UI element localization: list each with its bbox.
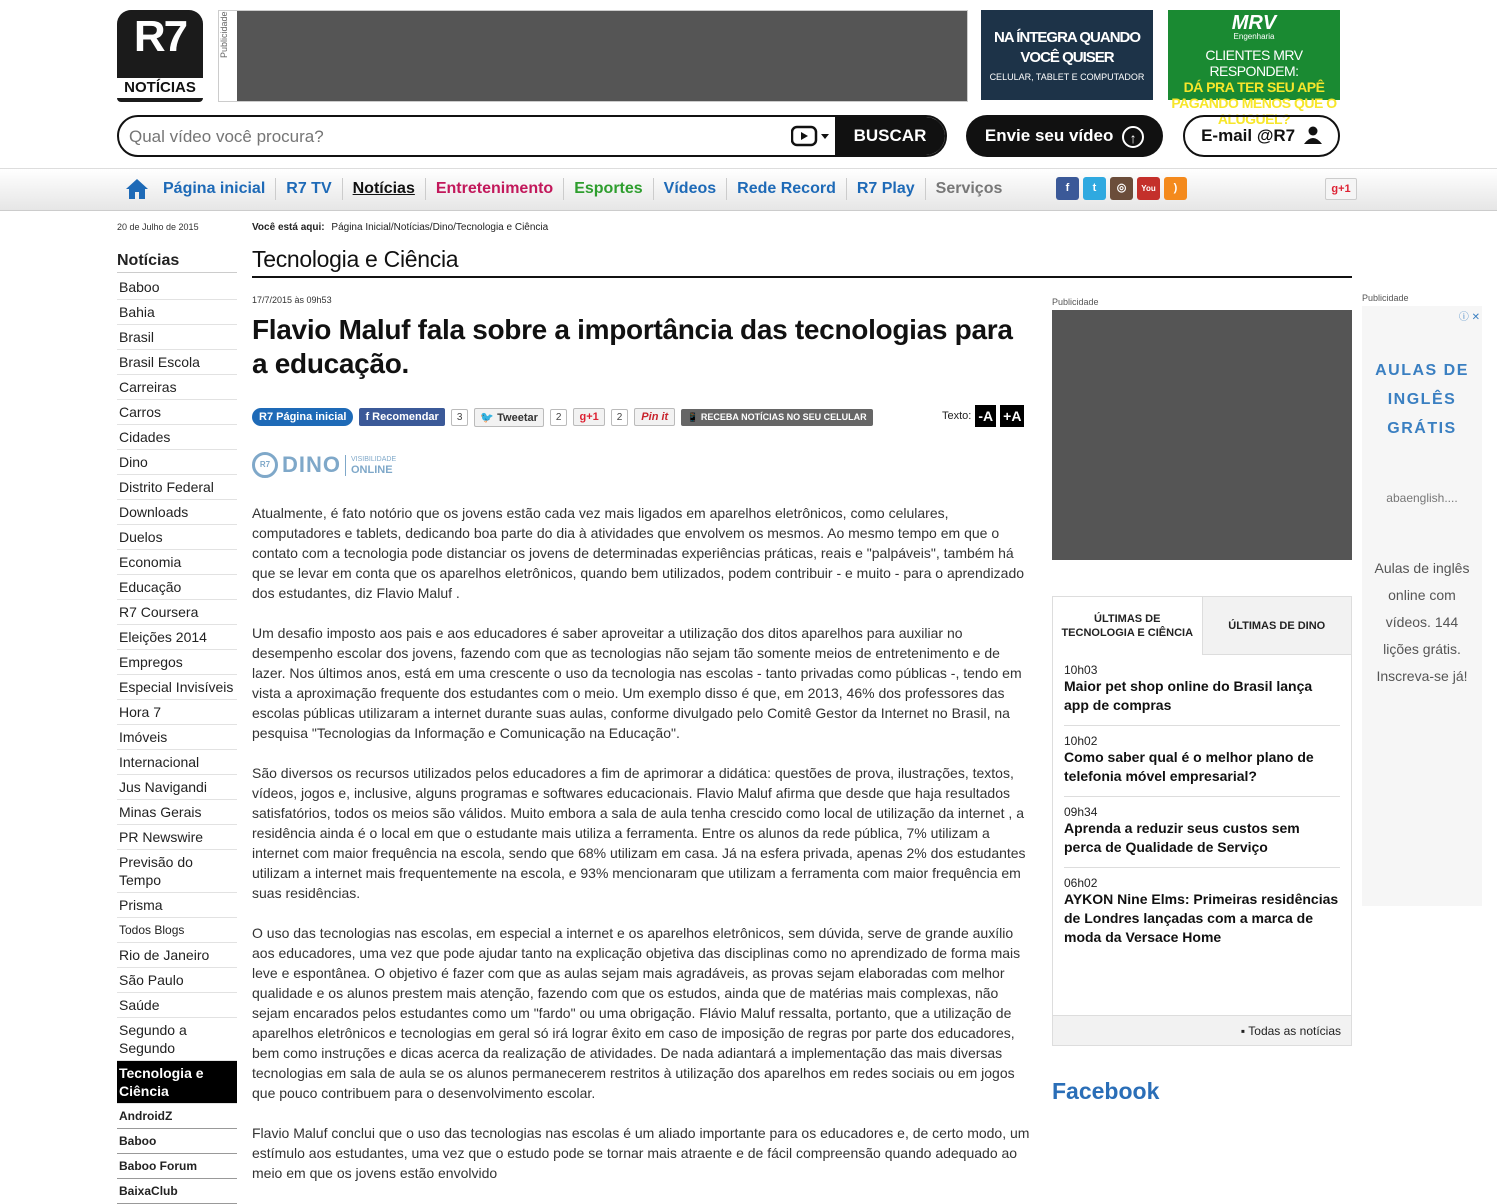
tweet-count: 2: [550, 409, 568, 426]
article-paragraph: Atualmente, é fato notório que os jovens estão cada vez mais ligados em aparelhos eletrônicos, como celulares, computadores e tablets, dedicando boa parte do dia à atividades que envolvem os mesmos. Ao mesmo tempo em que o contato com a tecnologia pode distanciar os jovens de determinadas experiências práticas, reais e "palpáveis", também há que se levar em conta que os aparelhos eletrônicos, quando bem utilizados, podem contribuir - e muito - para o aprendizado dos estudantes, diz Flavio Maluf .: [252, 505, 1025, 601]
breadcrumb-label: Você está aqui:: [252, 222, 325, 233]
gplus-share-button[interactable]: g+1: [573, 408, 604, 426]
pinterest-button[interactable]: Pin it: [634, 408, 675, 426]
tab-ultimas-tecnologia[interactable]: ÚLTIMAS DE TECNOLOGIA E CIÊNCIA: [1053, 597, 1203, 655]
sidebar-item[interactable]: Educação: [117, 575, 237, 600]
home-icon[interactable]: [125, 178, 149, 200]
mrv-logo: MRV: [1231, 12, 1277, 34]
ad1-line2: VOCÊ QUISER: [1020, 49, 1114, 66]
sidebar-item[interactable]: PR Newswire: [117, 825, 237, 850]
sidebar-item[interactable]: Segundo a Segundo: [117, 1018, 237, 1061]
skyscraper-domain: abaenglish....: [1386, 491, 1458, 505]
social-icons: [1056, 177, 1187, 200]
news-title[interactable]: AYKON Nine Elms: Primeiras residências de Londres lançadas com a marca de moda da Versace Home: [1064, 891, 1339, 945]
sidebar-item[interactable]: Saúde: [117, 993, 237, 1018]
facebook-icon[interactable]: f: [1056, 177, 1079, 200]
article-title: Flavio Maluf fala sobre a importância das tecnologias para a educação.: [252, 314, 1013, 379]
top-ad-banner[interactable]: [218, 10, 968, 102]
text-size-label: Texto:: [942, 410, 972, 422]
sidebar-item[interactable]: Cidades: [117, 425, 237, 450]
news-title[interactable]: Aprenda a reduzir seus custos sem perca de Qualidade de Serviço: [1064, 820, 1300, 855]
article-date: 17/7/2015 às 09h53: [252, 295, 332, 305]
youtube-icon[interactable]: You: [1137, 177, 1160, 200]
sidebar-item[interactable]: Previsão do Tempo: [117, 850, 237, 893]
text-larger-button[interactable]: +A: [1000, 405, 1024, 427]
sidebar-item[interactable]: Empregos: [117, 650, 237, 675]
nav-entretenimento[interactable]: Entretenimento: [426, 178, 564, 200]
email-label: E-mail @R7: [1201, 126, 1296, 145]
ad-na-integra[interactable]: [981, 10, 1153, 100]
dino-sub2: ONLINE: [351, 463, 393, 476]
gplus-button[interactable]: g+1: [1325, 178, 1357, 200]
mobile-news-button[interactable]: 📱 RECEBA NOTÍCIAS NO SEU CELULAR: [681, 409, 872, 426]
sidebar-title[interactable]: Notícias: [117, 252, 237, 273]
facebook-recommend-button[interactable]: f Recomendar: [359, 408, 444, 426]
sidebar-item-active[interactable]: Tecnologia e Ciência: [117, 1061, 237, 1104]
news-time: 10h03: [1064, 663, 1098, 677]
sidebar-item[interactable]: Dino: [117, 450, 237, 475]
sidebar-item[interactable]: Economia: [117, 550, 237, 575]
sidebar-subitem[interactable]: BaixaClub: [117, 1179, 237, 1204]
text-size-control: [942, 405, 1024, 427]
nav-rede-record[interactable]: Rede Record: [727, 178, 847, 200]
text-smaller-button[interactable]: -A: [975, 405, 996, 427]
logo-noticias-text: NOTÍCIAS: [117, 78, 203, 98]
news-item[interactable]: [1064, 797, 1340, 868]
sidebar-item[interactable]: Rio de Janeiro: [117, 943, 237, 968]
tabs-header: [1053, 597, 1351, 655]
ad-mrv[interactable]: [1168, 10, 1340, 127]
send-video-label: Envie seu vídeo: [984, 126, 1114, 145]
rss-icon[interactable]: ): [1164, 177, 1187, 200]
nav-noticias[interactable]: Notícias: [343, 178, 426, 200]
nav-esportes[interactable]: Esportes: [564, 178, 653, 200]
news-title[interactable]: Maior pet shop online do Brasil lança app de compras: [1064, 678, 1313, 713]
sidebar-item[interactable]: Minas Gerais: [117, 800, 237, 825]
article-body: [252, 503, 1037, 1203]
main-nav: [125, 176, 1012, 202]
twitter-icon[interactable]: t: [1083, 177, 1106, 200]
news-item[interactable]: [1064, 726, 1340, 797]
upload-arrow-icon: ↑: [1122, 126, 1144, 148]
sidebar-item[interactable]: Downloads: [117, 500, 237, 525]
news-item[interactable]: [1064, 655, 1340, 726]
sidebar-item[interactable]: Eleições 2014: [117, 625, 237, 650]
dino-logo[interactable]: [252, 452, 396, 478]
breadcrumb-path[interactable]: Página Inicial/Notícias/Dino/Tecnologia e Ciência: [331, 222, 549, 233]
ad2-line1: CLIENTES MRV RESPONDEM:: [1205, 47, 1303, 79]
sidebar-item[interactable]: R7 Coursera: [117, 600, 237, 625]
sidebar-item[interactable]: Baboo: [117, 275, 237, 300]
sidebar-item[interactable]: Imóveis: [117, 725, 237, 750]
news-list: [1053, 655, 1351, 957]
tweet-button[interactable]: 🐦 Tweetar: [474, 408, 544, 427]
nav-r7-tv[interactable]: R7 TV: [276, 178, 342, 200]
recommend-count: 3: [451, 409, 469, 426]
video-search-input[interactable]: [119, 117, 791, 157]
article-paragraph: O uso das tecnologias nas escolas, em especial a internet e os aparelhos eletrônicos, sem dúvida, serve de grande auxílio aos educadores, uma vez que pode ajudar tanto na explicação objetiva das disciplinas como no aprendizado de forma mais leve e espontânea. O objetivo é fazer com que as aulas sejam mais agradáveis, as provas sejam elaboradas com melhor qualidade e os alunos prestem mais atenção, fazendo com que os estudos, ainda que de matérias mais complexas, não sejam encarados pelos estudantes como um "fardo" ou uma obrigação. Flávio Maluf ressalta, portanto, que a utilização de aparelhos eletrônicos e tecnologias em geral só irá lograr êxito em caso de imposição de regras por parte dos educadores, bem como instruções e dicas acerca da realização de atividades. De nada adiantará a implementação das mais diversas tecnologias em sala de aula se os alunos permanecerem restritos à utilização dos aparelhos em redes sociais ou em jogos que pouco contribuem para o desenvolvimento escolar.: [252, 925, 1021, 1101]
article-paragraph: Um desafio imposto aos pais e aos educadores é saber aproveitar a utilização dos ditos aparelhos para auxiliar no desempenho escolar dos jovens, fazendo com que as tecnologias não sejam tão somente meios de entretenimento e de lazer. Nos últimos anos, está em uma crescente o uso da tecnologia nas escolas - tanto privadas como públicas -, tendo em vista a aproximação frequente dos estudantes com o meio. Um exemplo disso é que, em 2013, 46% dos professores das escolas públicas utilizaram a internet durante suas aulas, conforme divulgado pelo Comitê Gestor da Internet no Brasil, na pesquisa "Tecnologias da Informação e Comunicação na Educação".: [252, 625, 1022, 741]
video-search-bar: [117, 115, 947, 157]
sidebar-item[interactable]: Brasil: [117, 325, 237, 350]
tab-ultimas-dino[interactable]: ÚLTIMAS DE DINO: [1203, 597, 1352, 655]
video-filter-icon[interactable]: [791, 125, 831, 147]
article-paragraph: Flavio Maluf conclui que o uso das tecnologias nas escolas é um aliado importante para os educadores e, de certo modo, um estímulo aos estudantes, uma vez que o estudo pode se tornar mais atraente e de fácil compreensão quando adequado ao meio em que os jovens estão envolvido: [252, 1125, 1030, 1181]
email-r7-button[interactable]: [1183, 115, 1340, 157]
sidebar-item[interactable]: Brasil Escola: [117, 350, 237, 375]
share-bar: [252, 405, 873, 429]
user-icon: [1304, 126, 1322, 144]
tweet-label: Tweetar: [497, 411, 538, 424]
gplus-count: 2: [611, 409, 629, 426]
publicidade-label: Publicidade: [219, 11, 237, 101]
search-button[interactable]: BUSCAR: [835, 117, 945, 155]
dino-word: DINO: [282, 452, 341, 477]
news-item[interactable]: [1064, 868, 1340, 957]
nav-r7-play[interactable]: R7 Play: [847, 178, 926, 200]
r7-home-button[interactable]: R7 Página inicial: [252, 408, 353, 426]
ad-close-icon[interactable]: ⓘ ✕: [1458, 312, 1480, 323]
skyscraper-ad[interactable]: [1362, 306, 1482, 906]
nav-servicos[interactable]: Serviços: [935, 180, 1003, 197]
sidebar-item[interactable]: Carreiras: [117, 375, 237, 400]
sidebar-item[interactable]: Especial Invisíveis: [117, 675, 237, 700]
sidebar-item[interactable]: Jus Navigandi: [117, 775, 237, 800]
nav-pagina-inicial[interactable]: Página inicial: [153, 178, 276, 200]
send-video-button[interactable]: [966, 115, 1163, 157]
mrv-sub: Engenharia: [1233, 32, 1275, 41]
sidebar-item[interactable]: Distrito Federal: [117, 475, 237, 500]
right-ad-box[interactable]: [1052, 310, 1352, 560]
skyscraper-body: Aulas de inglês online com vídeos. 144 lições grátis. Inscreva-se já!: [1374, 560, 1470, 684]
sidebar-item[interactable]: Duelos: [117, 525, 237, 550]
skyscraper-pub-label: Publicidade: [1362, 293, 1409, 303]
sidebar-item[interactable]: Todos Blogs: [117, 918, 237, 943]
current-date: 20 de Julho de 2015: [117, 222, 199, 232]
sidebar-subitem[interactable]: Baboo: [117, 1129, 237, 1154]
all-news-link[interactable]: ▪ Todas as notícias: [1053, 1015, 1351, 1045]
sidebar-item[interactable]: Internacional: [117, 750, 237, 775]
news-time: 10h02: [1064, 734, 1098, 748]
dino-sub1: VISIBILIDADE: [351, 455, 397, 463]
news-time: 06h02: [1064, 876, 1098, 890]
ad1-line3: CELULAR, TABLET E COMPUTADOR: [989, 72, 1145, 82]
ad1-line1: NA ÍNTEGRA QUANDO: [993, 29, 1141, 46]
mobile-news-label: RECEBA NOTÍCIAS NO SEU CELULAR: [700, 411, 867, 422]
facebook-heading[interactable]: Facebook: [1052, 1078, 1160, 1104]
article-paragraph: São diversos os recursos utilizados pelos educadores a fim de aprimorar a didática: questões de prova, ilustrações, textos, vídeos, jogos e, inclusive, alguns programas e softwares educacionais. Flavio Maluf afirma que desde que haja resultados satisfatórios, todos os meios são válidos. Muito embora a sala de aula tenha crescido como local de utilização da internet , a residência ainda é o local em que o estudante mais utiliza a ferramenta. Entre os alunos da rede pública, 7% utilizam a internet com maior frequência na escola, sendo que 68% utilizam em casa. Já na esfera privada, apenas 2% dos estudantes utilizam a internet mais frequentemente na escola, e 93% mencionaram que utilizam a ferramenta com maior frequência em suas residências.: [252, 765, 1026, 901]
sidebar-subitem[interactable]: AndroidZ: [117, 1104, 237, 1129]
sidebar-item[interactable]: Bahia: [117, 300, 237, 325]
news-time: 09h34: [1064, 805, 1098, 819]
nav-videos[interactable]: Vídeos: [654, 178, 727, 200]
sidebar-subitem[interactable]: Baboo Forum: [117, 1154, 237, 1179]
sidebar-item[interactable]: Hora 7: [117, 700, 237, 725]
news-title[interactable]: Como saber qual é o melhor plano de telefonia móvel empresarial?: [1064, 749, 1314, 784]
sidebar-item[interactable]: Carros: [117, 400, 237, 425]
instagram-icon[interactable]: ◎: [1110, 177, 1133, 200]
logo-r7-text: R7: [133, 12, 187, 61]
skyscraper-title: AULAS DE INGLÊS GRÁTIS: [1375, 362, 1469, 437]
sidebar-item[interactable]: Prisma: [117, 893, 237, 918]
sidebar-list: [117, 275, 237, 1204]
recommend-label: Recomendar: [372, 411, 439, 423]
r7-logo[interactable]: [117, 10, 203, 102]
ad2-line2: DÁ PRA TER SEU APÊ PAGANDO MENOS QUE O ALUGUEL?: [1171, 79, 1337, 127]
breadcrumb: [252, 222, 548, 233]
dino-r7-icon: R7: [252, 452, 278, 478]
right-pub-label: Publicidade: [1052, 297, 1099, 307]
r7-home-label: Página inicial: [276, 411, 347, 423]
dino-tagline: [345, 455, 396, 476]
sidebar-item[interactable]: São Paulo: [117, 968, 237, 993]
section-title: Tecnologia e Ciência: [252, 246, 1352, 278]
latest-news-widget: [1052, 596, 1352, 1046]
